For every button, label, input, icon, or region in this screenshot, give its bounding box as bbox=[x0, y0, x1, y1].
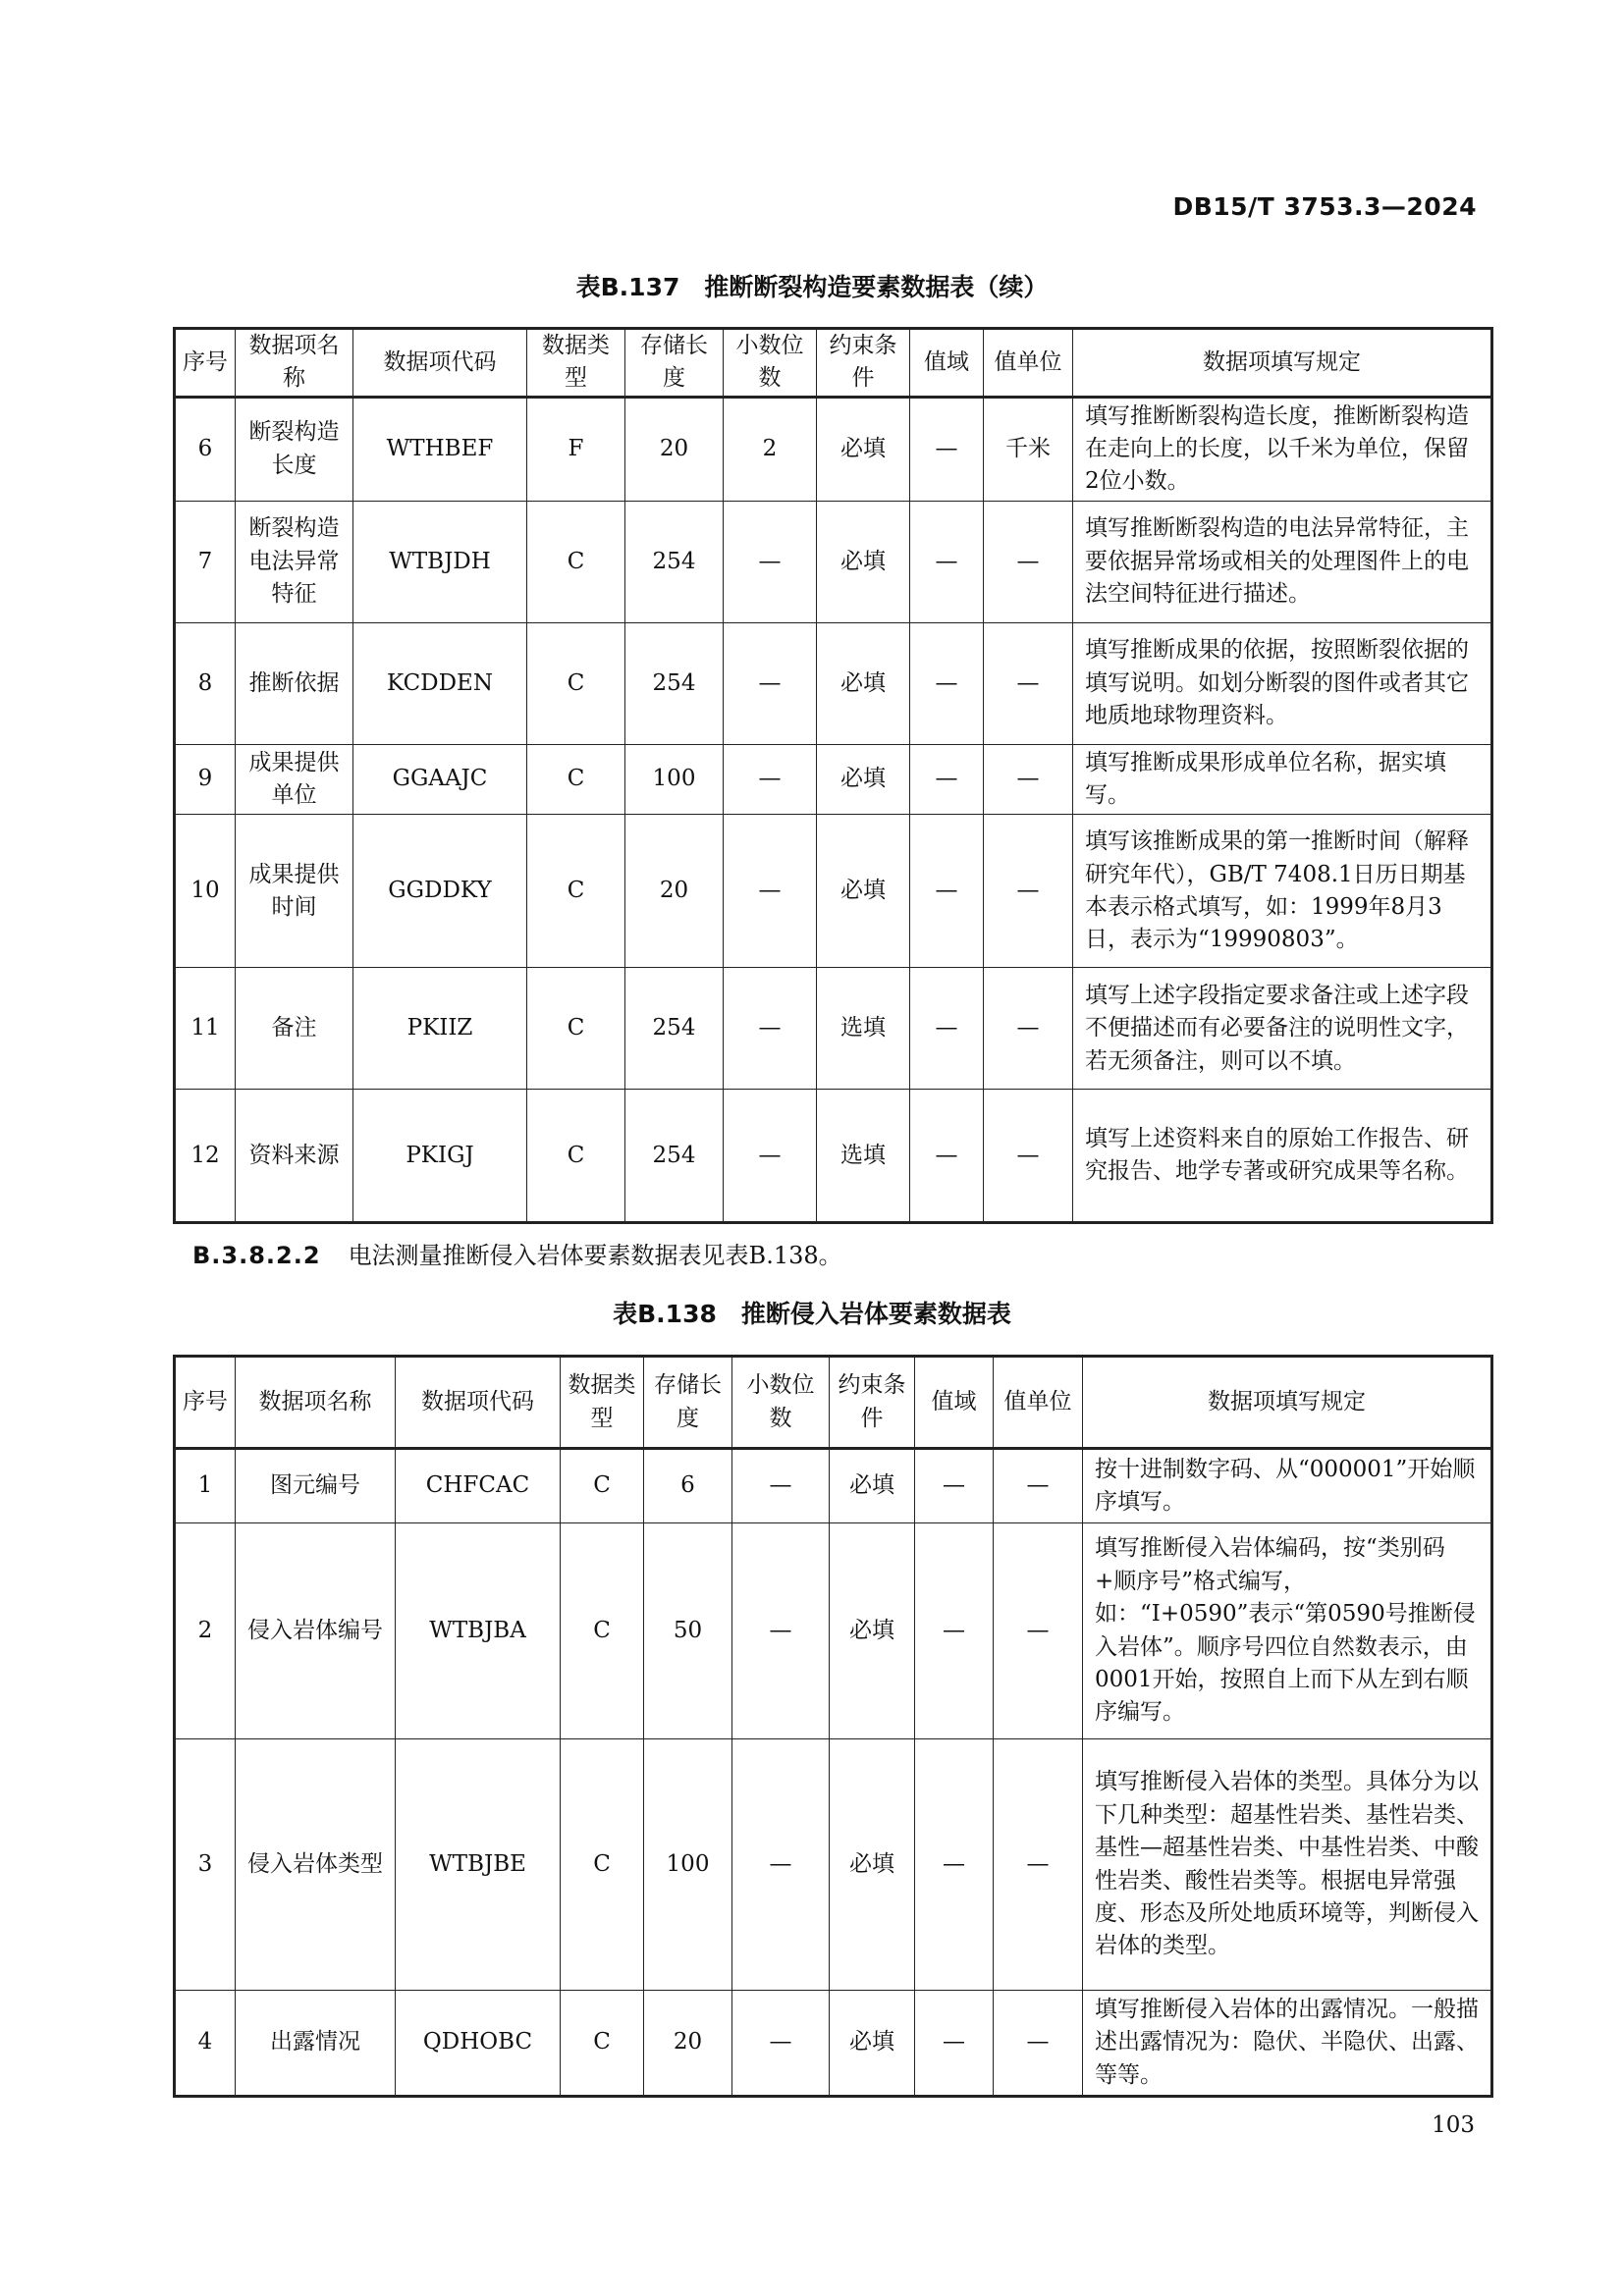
storage-length-cell: 254 bbox=[625, 968, 724, 1090]
data-type-cell: C bbox=[527, 968, 625, 1090]
storage-length-cell: 20 bbox=[625, 815, 724, 968]
item-name-cell: 备注 bbox=[236, 968, 353, 1090]
value-domain-cell: — bbox=[915, 1739, 994, 1991]
row-number-cell: 7 bbox=[175, 501, 236, 622]
table2-caption: 表B.138 推断侵入岩体要素数据表 bbox=[613, 1300, 1011, 1328]
value-domain-cell: — bbox=[910, 744, 984, 815]
table-row bbox=[175, 1991, 1492, 2097]
table1-caption: 表B.137 推断断裂构造要素数据表（续） bbox=[575, 273, 1049, 301]
header-cell: 小数位数 bbox=[732, 1357, 830, 1449]
item-code-cell: PKIGJ bbox=[353, 1090, 527, 1223]
value-unit-cell: — bbox=[984, 815, 1073, 968]
table-row bbox=[175, 744, 1492, 815]
fill-rule-cell: 填写上述资料来自的原始工作报告、研究报告、地学专著或研究成果等名称。 bbox=[1073, 1090, 1492, 1223]
constraint-cell: 必填 bbox=[830, 1449, 915, 1523]
value-unit-cell: — bbox=[984, 1090, 1073, 1223]
item-name-cell: 成果提供时间 bbox=[236, 815, 353, 968]
decimal-places-cell: — bbox=[724, 501, 817, 622]
value-unit-cell: — bbox=[994, 1449, 1083, 1523]
fill-rule-cell: 填写上述字段指定要求备注或上述字段不便描述而有必要备注的说明性文字，若无须备注，则可以不填。 bbox=[1073, 968, 1492, 1090]
value-domain-cell: — bbox=[915, 1449, 994, 1523]
table-row bbox=[175, 397, 1492, 501]
storage-length-cell: 254 bbox=[625, 1090, 724, 1223]
decimal-places-cell: — bbox=[724, 968, 817, 1090]
row-number-cell: 12 bbox=[175, 1090, 236, 1223]
value-domain-cell: — bbox=[910, 397, 984, 501]
header-cell: 数据项名称 bbox=[236, 329, 353, 398]
item-code-cell: QDHOBC bbox=[396, 1991, 561, 2097]
decimal-places-cell: — bbox=[732, 1739, 830, 1991]
constraint-cell: 必填 bbox=[817, 501, 910, 622]
header-cell: 约束条件 bbox=[817, 329, 910, 398]
item-name-cell: 推断依据 bbox=[236, 622, 353, 744]
header-cell: 存储长度 bbox=[625, 329, 724, 398]
row-number-cell: 10 bbox=[175, 815, 236, 968]
row-number-cell: 11 bbox=[175, 968, 236, 1090]
data-type-cell: C bbox=[527, 815, 625, 968]
table-row bbox=[175, 622, 1492, 744]
fill-rule-cell: 填写推断断裂构造的电法异常特征，主要依据异常场或相关的处理图件上的电法空间特征进行描述。 bbox=[1073, 501, 1492, 622]
data-type-cell: C bbox=[561, 1991, 644, 2097]
decimal-places-cell: — bbox=[732, 1523, 830, 1739]
row-number-cell: 6 bbox=[175, 397, 236, 501]
item-name-cell: 断裂构造电法异常特征 bbox=[236, 501, 353, 622]
fill-rule-cell: 填写推断成果形成单位名称，据实填写。 bbox=[1073, 744, 1492, 815]
decimal-places-cell: 2 bbox=[724, 397, 817, 501]
value-domain-cell: — bbox=[910, 501, 984, 622]
constraint-cell: 必填 bbox=[817, 815, 910, 968]
item-name-cell: 图元编号 bbox=[236, 1449, 396, 1523]
table-row bbox=[175, 1449, 1492, 1523]
storage-length-cell: 254 bbox=[625, 501, 724, 622]
standard-code: DB15/T 3753.3—2024 bbox=[1172, 192, 1477, 221]
item-code-cell: WTBJDH bbox=[353, 501, 527, 622]
table-row bbox=[175, 1739, 1492, 1991]
value-unit-cell: — bbox=[984, 622, 1073, 744]
header-cell: 值域 bbox=[915, 1357, 994, 1449]
header-cell: 值单位 bbox=[994, 1357, 1083, 1449]
header-cell: 数据项代码 bbox=[353, 329, 527, 398]
data-type-cell: C bbox=[527, 744, 625, 815]
page-number: 103 bbox=[1432, 2112, 1475, 2138]
constraint-cell: 必填 bbox=[830, 1523, 915, 1739]
header-cell: 数据项代码 bbox=[396, 1357, 561, 1449]
decimal-places-cell: — bbox=[724, 622, 817, 744]
header-cell: 数据类型 bbox=[561, 1357, 644, 1449]
table-row bbox=[175, 1523, 1492, 1739]
value-domain-cell: — bbox=[910, 815, 984, 968]
item-code-cell: WTHBEF bbox=[353, 397, 527, 501]
constraint-cell: 必填 bbox=[817, 622, 910, 744]
header-cell: 数据类型 bbox=[527, 329, 625, 398]
row-number-cell: 3 bbox=[175, 1739, 236, 1991]
storage-length-cell: 20 bbox=[625, 397, 724, 501]
constraint-cell: 选填 bbox=[817, 1090, 910, 1223]
header-cell: 序号 bbox=[175, 329, 236, 398]
constraint-cell: 选填 bbox=[817, 968, 910, 1090]
value-unit-cell: 千米 bbox=[984, 397, 1073, 501]
value-domain-cell: — bbox=[915, 1523, 994, 1739]
item-code-cell: WTBJBA bbox=[396, 1523, 561, 1739]
header-cell: 数据项名称 bbox=[236, 1357, 396, 1449]
table1-header-row bbox=[175, 329, 1492, 398]
constraint-cell: 必填 bbox=[817, 744, 910, 815]
value-unit-cell: — bbox=[984, 744, 1073, 815]
fill-rule-cell: 填写推断侵入岩体编码，按“类别码+顺序号”格式编写，如：“I+0590”表示“第0590号推断侵入岩体”。顺序号四位自然数表示，由0001开始，按照自上而下从左到右顺序编写。 bbox=[1083, 1523, 1492, 1739]
table-row bbox=[175, 1090, 1492, 1223]
data-type-cell: C bbox=[527, 1090, 625, 1223]
decimal-places-cell: — bbox=[724, 744, 817, 815]
row-number-cell: 2 bbox=[175, 1523, 236, 1739]
header-cell: 约束条件 bbox=[830, 1357, 915, 1449]
table2-header-row bbox=[175, 1357, 1492, 1449]
value-unit-cell: — bbox=[984, 968, 1073, 1090]
storage-length-cell: 20 bbox=[644, 1991, 732, 2097]
header-cell: 值单位 bbox=[984, 329, 1073, 398]
value-domain-cell: — bbox=[910, 1090, 984, 1223]
item-code-cell: GGDDKY bbox=[353, 815, 527, 968]
value-domain-cell: — bbox=[910, 622, 984, 744]
data-type-cell: C bbox=[561, 1523, 644, 1739]
row-number-cell: 9 bbox=[175, 744, 236, 815]
value-unit-cell: — bbox=[994, 1991, 1083, 2097]
data-type-cell: C bbox=[527, 622, 625, 744]
data-type-cell: C bbox=[527, 501, 625, 622]
section-paragraph bbox=[192, 1236, 842, 1270]
value-unit-cell: — bbox=[984, 501, 1073, 622]
header-cell: 小数位数 bbox=[724, 329, 817, 398]
table1 bbox=[173, 327, 1493, 1224]
table-row bbox=[175, 815, 1492, 968]
item-name-cell: 侵入岩体编号 bbox=[236, 1523, 396, 1739]
storage-length-cell: 100 bbox=[644, 1739, 732, 1991]
data-type-cell: C bbox=[561, 1739, 644, 1991]
fill-rule-cell: 填写推断侵入岩体的类型。具体分为以下几种类型：超基性岩类、基性岩类、基性—超基性岩类、中基性岩类、中酸性岩类、酸性岩类等。根据电异常强度、形态及所处地质环境等，判断侵入岩体的类型。 bbox=[1083, 1739, 1492, 1991]
fill-rule-cell: 填写推断成果的依据，按照断裂依据的填写说明。如划分断裂的图件或者其它地质地球物理资料。 bbox=[1073, 622, 1492, 744]
decimal-places-cell: — bbox=[724, 815, 817, 968]
table2 bbox=[173, 1355, 1493, 2098]
item-name-cell: 出露情况 bbox=[236, 1991, 396, 2097]
constraint-cell: 必填 bbox=[830, 1991, 915, 2097]
fill-rule-cell: 填写推断侵入岩体的出露情况。一般描述出露情况为：隐伏、半隐伏、出露、等等。 bbox=[1083, 1991, 1492, 2097]
header-cell: 序号 bbox=[175, 1357, 236, 1449]
item-name-cell: 资料来源 bbox=[236, 1090, 353, 1223]
decimal-places-cell: — bbox=[732, 1449, 830, 1523]
storage-length-cell: 6 bbox=[644, 1449, 732, 1523]
item-code-cell: WTBJBE bbox=[396, 1739, 561, 1991]
constraint-cell: 必填 bbox=[830, 1739, 915, 1991]
item-name-cell: 成果提供单位 bbox=[236, 744, 353, 815]
decimal-places-cell: — bbox=[732, 1991, 830, 2097]
item-name-cell: 断裂构造长度 bbox=[236, 397, 353, 501]
decimal-places-cell: — bbox=[724, 1090, 817, 1223]
storage-length-cell: 100 bbox=[625, 744, 724, 815]
header-cell: 存储长度 bbox=[644, 1357, 732, 1449]
storage-length-cell: 50 bbox=[644, 1523, 732, 1739]
fill-rule-cell: 填写推断断裂构造长度，推断断裂构造在走向上的长度，以千米为单位，保留2位小数。 bbox=[1073, 397, 1492, 501]
table-row bbox=[175, 501, 1492, 622]
storage-length-cell: 254 bbox=[625, 622, 724, 744]
item-name-cell: 侵入岩体类型 bbox=[236, 1739, 396, 1991]
row-number-cell: 8 bbox=[175, 622, 236, 744]
value-domain-cell: — bbox=[915, 1991, 994, 2097]
row-number-cell: 4 bbox=[175, 1991, 236, 2097]
value-unit-cell: — bbox=[994, 1523, 1083, 1739]
value-unit-cell: — bbox=[994, 1739, 1083, 1991]
header-cell: 数据项填写规定 bbox=[1083, 1357, 1492, 1449]
data-type-cell: C bbox=[561, 1449, 644, 1523]
value-domain-cell: — bbox=[910, 968, 984, 1090]
constraint-cell: 必填 bbox=[817, 397, 910, 501]
item-code-cell: PKIIZ bbox=[353, 968, 527, 1090]
section-number: B.3.8.2.2 bbox=[192, 1242, 321, 1269]
item-code-cell: GGAAJC bbox=[353, 744, 527, 815]
data-type-cell: F bbox=[527, 397, 625, 501]
fill-rule-cell: 按十进制数字码、从“000001”开始顺序填写。 bbox=[1083, 1449, 1492, 1523]
item-code-cell: CHFCAC bbox=[396, 1449, 561, 1523]
header-cell: 数据项填写规定 bbox=[1073, 329, 1492, 398]
section-text: 电法测量推断侵入岩体要素数据表见表B.138。 bbox=[348, 1242, 842, 1269]
header-cell: 值域 bbox=[910, 329, 984, 398]
row-number-cell: 1 bbox=[175, 1449, 236, 1523]
table-row bbox=[175, 968, 1492, 1090]
item-code-cell: KCDDEN bbox=[353, 622, 527, 744]
fill-rule-cell: 填写该推断成果的第一推断时间（解释研究年代），GB/T 7408.1日历日期基本表示格式填写，如：1999年8月3日，表示为“19990803”。 bbox=[1073, 815, 1492, 968]
